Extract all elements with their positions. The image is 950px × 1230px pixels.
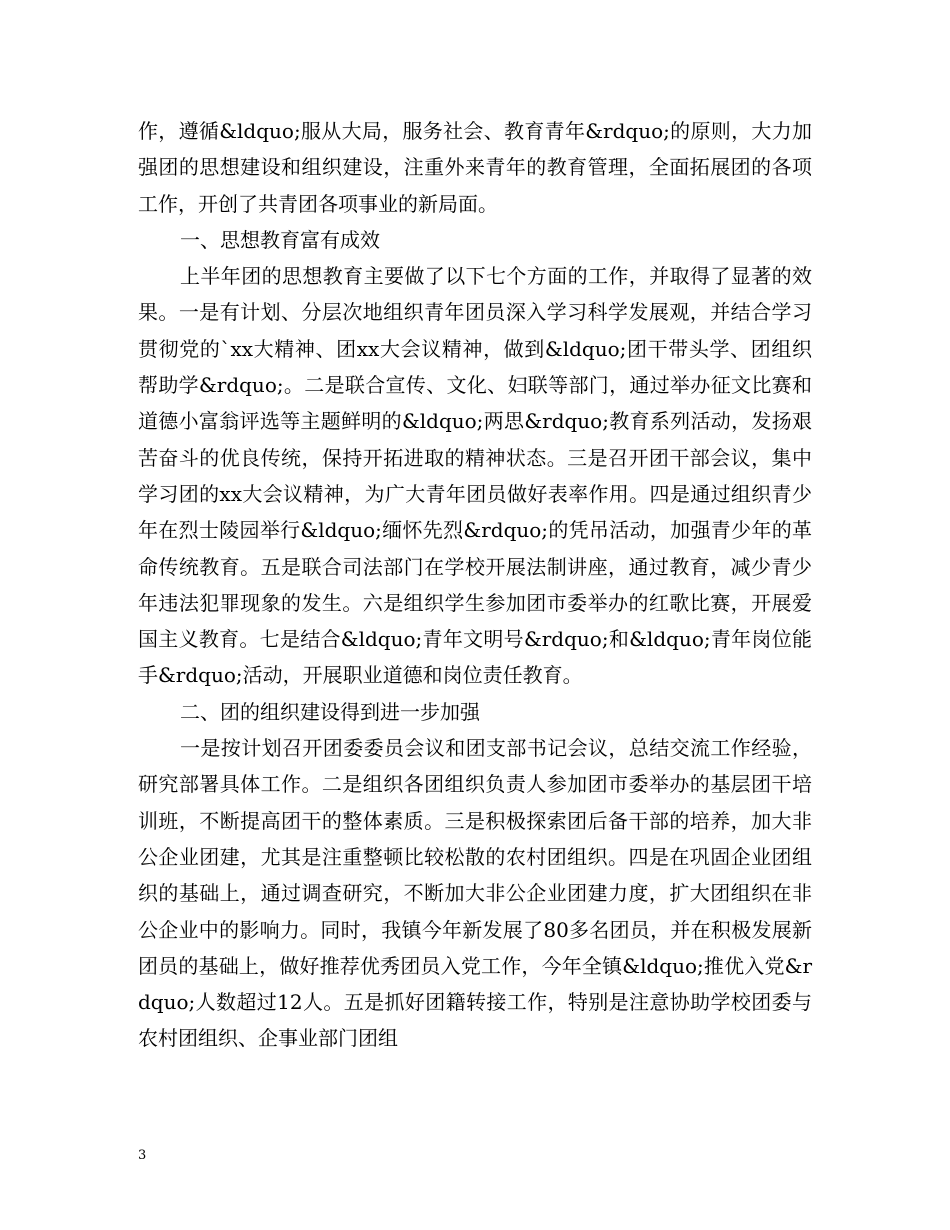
paragraph-organization-building: 一是按计划召开团委委员会议和团支部书记会议，总结交流工作经验，研究部署具体工作。二是组织各团组织负责人参加团市委举办的基层团干培训班，不断提高团干的整体素质。三是积极探索团后备干部的培养，加大非公企业团建，尤其是注重整顿比较松散的农村团组织。四是在巩固企业团组织的基础上，通过调查研究，不断加大非公企业团建力度，扩大团组织在非公企业中的影响力。同时，我镇今年新发展了80多名团员，并在积极发展新团员的基础上，做好推荐优秀团员入党工作，今年全镇&ldquo;推优入党&rdquo;人数超过12人。五是抓好团籍转接工作，特别是注意协助学校团委与农村团组织、企事业部门团组 — [138, 736, 812, 1051]
paragraph-intro-continuation: 作，遵循&ldquo;服从大局，服务社会、教育青年&rdquo;的原则，大力加强团的思想建设和组织建设，注重外来青年的教育管理，全面拓展团的各项工作，开创了共青团各项事业的新局面。 — [138, 119, 812, 216]
document-body — [138, 113, 812, 1057]
section-heading-organization-building: 二、团的组织建设得到进一步加强 — [180, 699, 480, 724]
paragraph-ideological-education: 上半年团的思想教育主要做了以下七个方面的工作，并取得了显著的效果。一是有计划、分层次地组织青年团员深入学习科学发展观，并结合学习贯彻党的`xx大精神、团xx大会议精神，做到&ldquo;团干带头学、团组织帮助学&rdquo;。二是联合宣传、文化、妇联等部门，通过举办征文比赛和道德小富翁评选等主题鲜明的&ldquo;两思&rdquo;教育系列活动，发扬艰苦奋斗的优良传统，保持开拓进取的精神状态。三是召开团干部会议，集中学习团的xx大会议精神，为广大青年团员做好表率作用。四是通过组织青少年在烈士陵园举行&ldquo;缅怀先烈&rdquo;的凭吊活动，加强青少年的革命传统教育。五是联合司法部门在学校开展法制讲座，通过教育，减少青少年违法犯罪现象的发生。六是组织学生参加团市委举办的红歌比赛，开展爱国主义教育。七是结合&ldquo;青年文明号&rdquo;和&ldquo;青年岗位能手&rdquo;活动，开展职业道德和岗位责任教育。 — [138, 264, 812, 688]
page-number: 3 — [138, 1148, 147, 1163]
section-heading-ideological-education: 一、思想教育富有成效 — [180, 227, 380, 252]
